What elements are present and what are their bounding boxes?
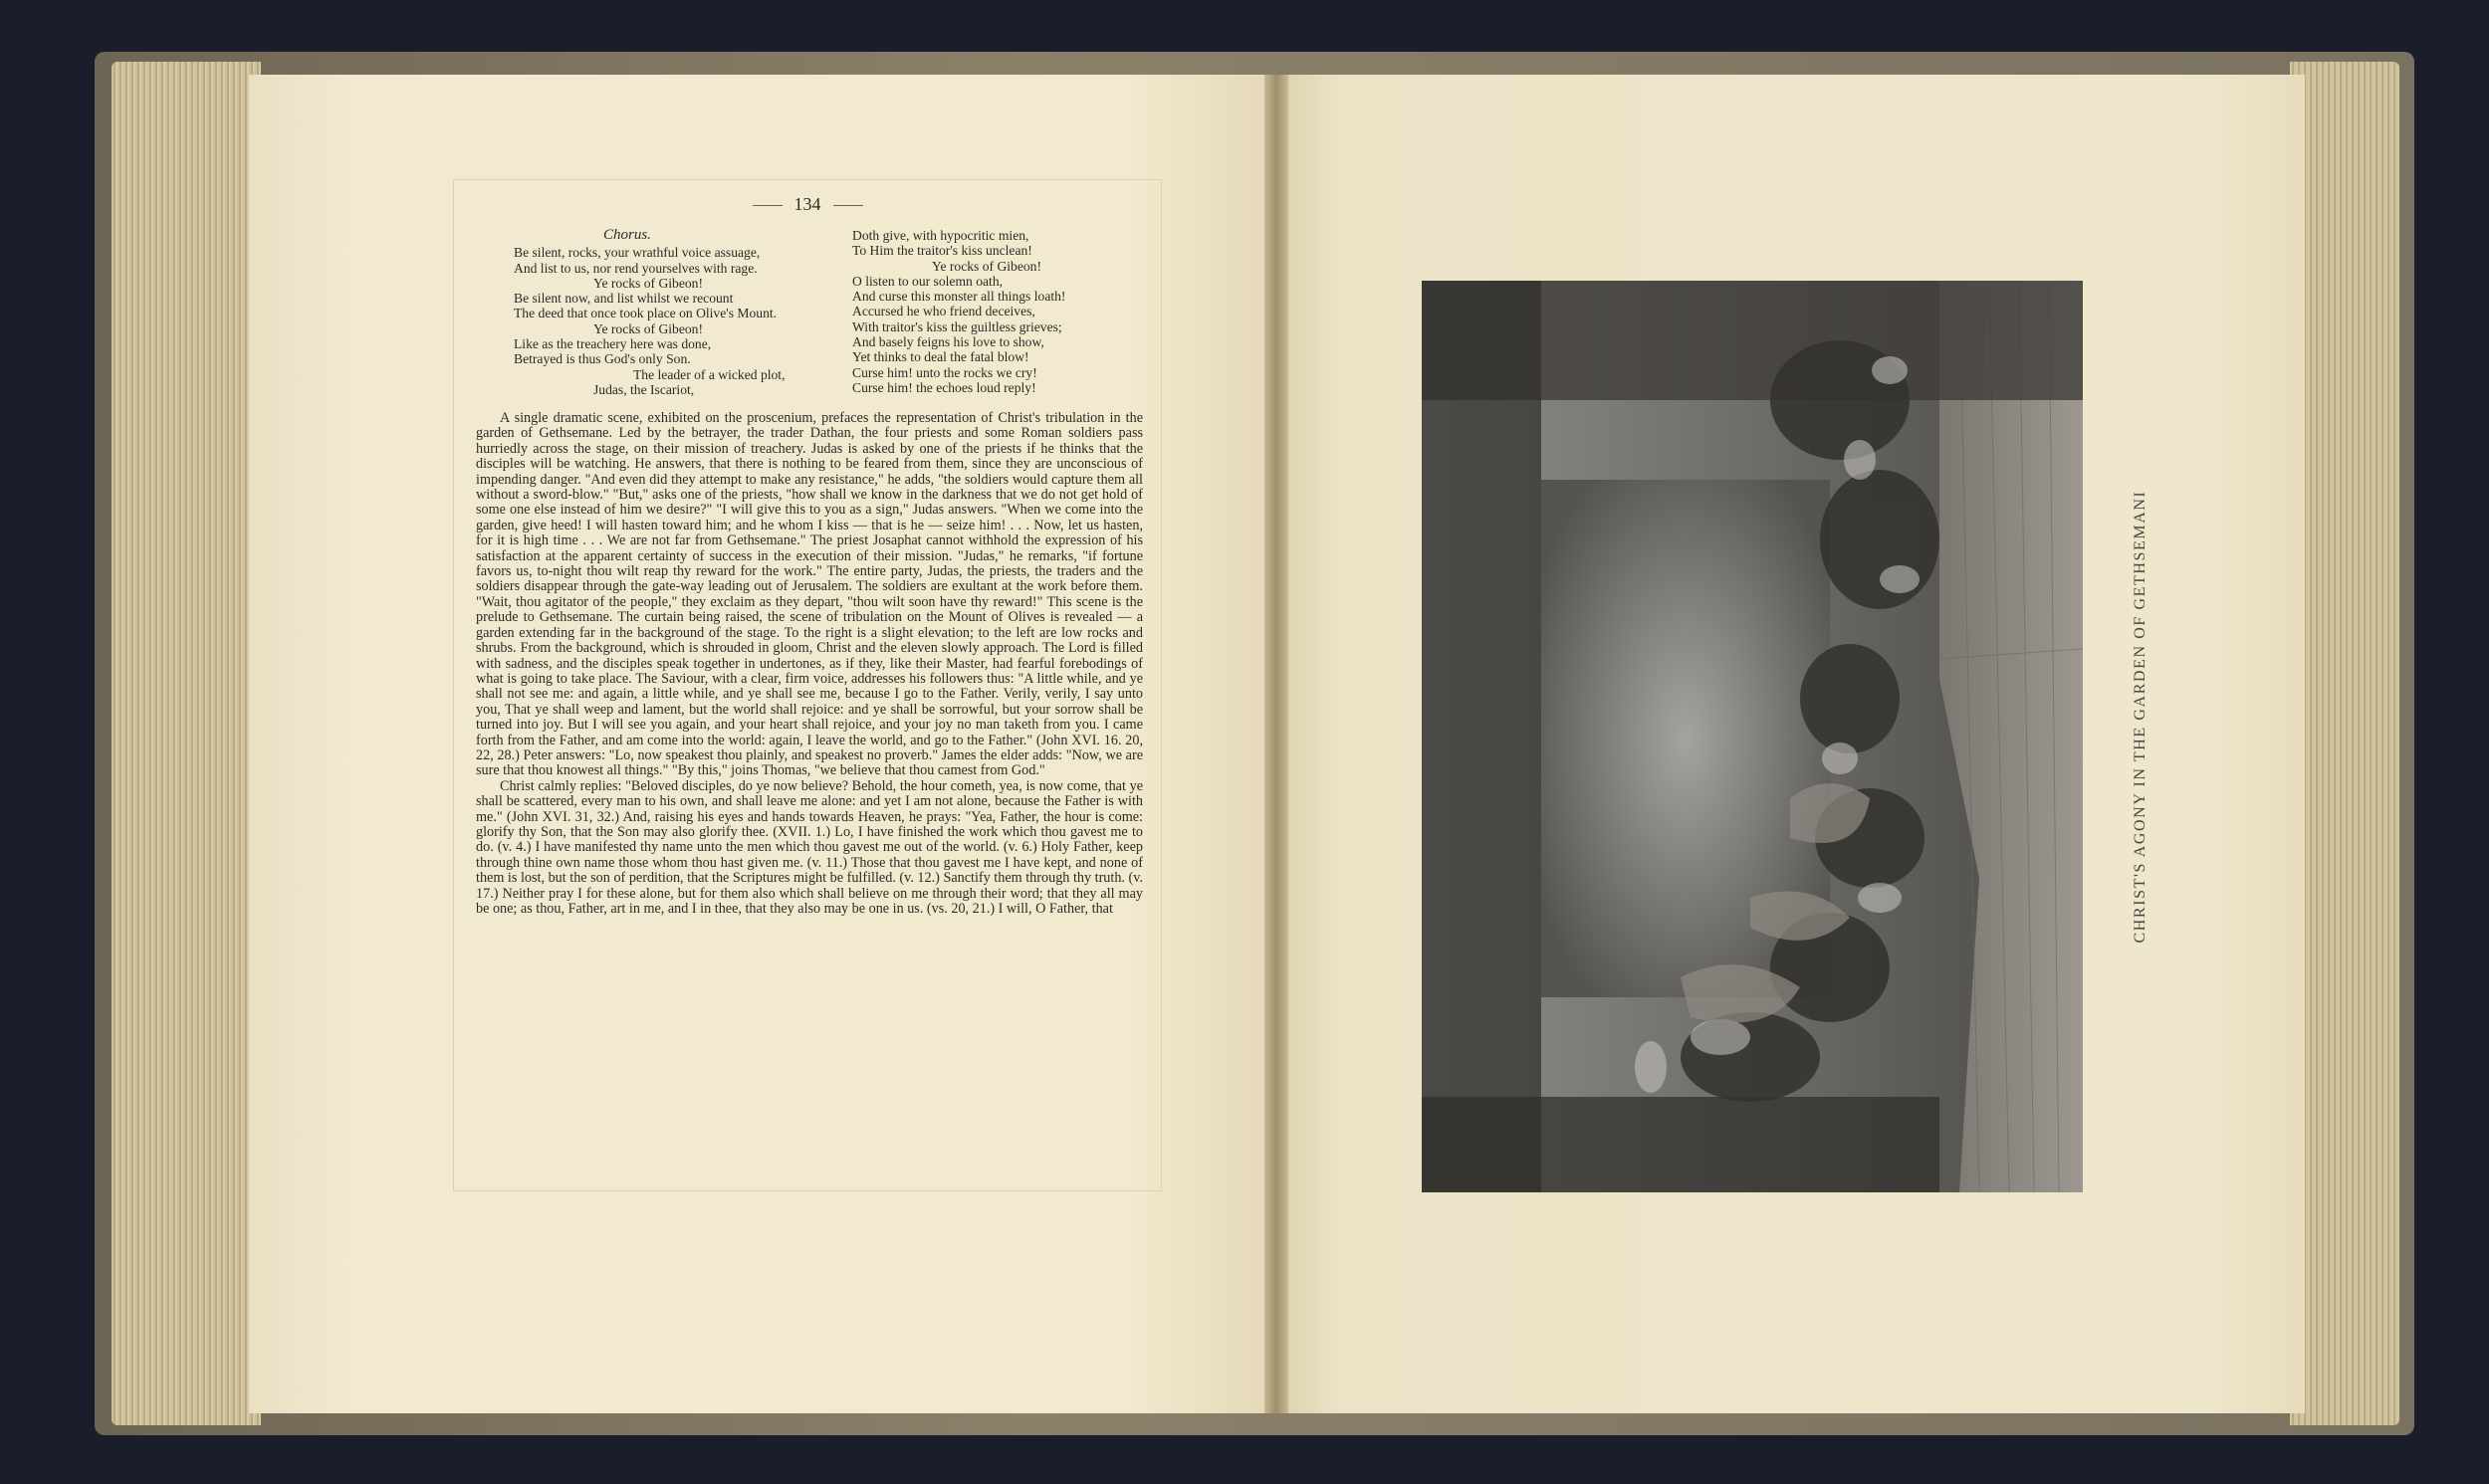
- left-page-edges: [112, 62, 261, 1425]
- poem-line: And curse this monster all things loath!: [852, 289, 1066, 305]
- poem-line: Yet thinks to deal the fatal blow!: [852, 349, 1029, 365]
- poem-line: Betrayed is thus God's only Son.: [514, 351, 691, 367]
- poem-line: Accursed he who friend deceives,: [852, 304, 1035, 319]
- chorus-title: Chorus.: [603, 227, 651, 243]
- poem-line: O listen to our solemn oath,: [852, 273, 1004, 289]
- poem-line: Judas, the Iscariot,: [593, 381, 695, 397]
- gethsemane-photograph: [1422, 281, 2083, 1192]
- poem-line: Curse him! the echoes loud reply!: [852, 379, 1036, 395]
- poem-line: Be silent now, and list whilst we recount: [514, 291, 734, 307]
- page-number: 134: [454, 194, 1161, 215]
- poem-line: And list to us, nor rend yourselves with rage.: [514, 260, 758, 276]
- poem-line: And basely feigns his love to show,: [852, 334, 1044, 350]
- right-page-edges: [2290, 62, 2399, 1425]
- poem-line: Ye rocks of Gibeon!: [593, 275, 703, 291]
- poem-line: To Him the traitor's kiss unclean!: [852, 243, 1032, 259]
- chorus-poem-left: [514, 228, 852, 397]
- poem-line: With traitor's kiss the guiltless grieves;: [852, 318, 1062, 334]
- book-gutter: [1264, 75, 1288, 1413]
- poem-line: Like as the treachery here was done,: [514, 336, 712, 352]
- poem-line: The leader of a wicked plot,: [633, 366, 786, 382]
- text-block: [453, 179, 1162, 1191]
- poem-line: Curse him! unto the rocks we cry!: [852, 364, 1037, 380]
- poem-line: Be silent, rocks, your wrathful voice assuage,: [514, 245, 761, 261]
- poem-line: The deed that once took place on Olive's Mount.: [514, 306, 778, 321]
- photograph-image: [1422, 281, 2083, 1192]
- poem-line: Ye rocks of Gibeon!: [932, 258, 1041, 274]
- paragraph: A single dramatic scene, exhibited on the proscenium, prefaces the representation of Christ's tribulation in the garden of Gethsemane. Led by the betrayer, the trader Dathan, the four priests and some Roman soldiers pass hurriedly across the stage, on their mission of treachery. Judas is asked by one of the priests if he thinks that the disciples will be watching. He answers, that there is nothing to be feared from them, since they are unconscious of impending danger. "And even did they attempt to make any resistance," he adds, "the soldiers would capture them all without a sword-blow." "But," asks one of the priests, "how shall we know in the darkness that we do not get hold of some one else instead of him we desire?" "I will give this to you as a sign," Judas answers. "When we come into the garden, give heed! I will hasten toward him; and he whom I kiss — that is he — seize him! . . . Now, let us hasten, for it is high time . . . We are not far from Gethsemane." The priest Josaphat cannot withhold the expression of his satisfaction at the apparent certainty of success in the execution of their mission. "Judas," he remarks, "if fortune favors us, to-night thou wilt reap thy reward for the work." The entire party, Judas, the priests, the traders and the soldiers disappear through the gate-way leading out of Jerusalem. The soldiers are exultant at the work before them. "Wait, thou agitator of the people," they exclaim as they depart, "thou wilt soon have thy reward!" This scene is the prelude to Gethsemane. The curtain being raised, the scene of tribulation on the Mount of Olives is revealed — a garden extending far in the background of the stage. To the right is a slight elevation; to the left are low rocks and shrubs. From the background, which is shrouded in gloom, Christ and the eleven slowly approach. The Lord is filled with sadness, and the disciples speak together in undertones, as if they, like their Master, had fearful forebodings of what is going to take place. The Saviour, with a clear, firm voice, addresses his followers thus: "A little while, and ye shall not see me: and again, a little while, and ye shall see me, because I go to the Father. Verily, verily, I say unto you, That ye shall weep and lament, but the world shall rejoice: and ye shall be sorrowful, but your sorrow shall be turned into joy. But I will see you again, and your heart shall rejoice, and your joy no man taketh from you. I came forth from the Father, and am come into the world: again, I leave the world, and go to the Father." (John XVI. 16. 20, 22, 28.) Peter answers: "Lo, now speakest thou plainly, and speakest no proverb." James the elder adds: "Now, we are sure that thou knowest all things." "By this," joins Thomas, "we believe that thou camest from God.": [476, 410, 1143, 779]
- poem-line: Doth give, with hypocritic mien,: [852, 228, 1029, 243]
- prose-body: [476, 411, 1143, 917]
- chorus-poem-right: [852, 228, 1151, 395]
- poem-line: Ye rocks of Gibeon!: [593, 320, 703, 336]
- photo-caption: CHRIST'S AGONY IN THE GARDEN OF GETHSEMANI: [2132, 490, 2149, 944]
- paragraph: Christ calmly replies: "Beloved disciples, do ye now believe? Behold, the hour cometh, yea, is now come, that ye shall be scattered, every man to his own, and shall leave me alone: and yet I am not alone, because the Father is with me." (John XVI. 31, 32.) And, raising his eyes and hands towards Heaven, he prays: "Yea, Father, the hour is come: glorify thy Son, that the Son may also glorify thee. (XVII. 1.) Lo, I have finished the work which thou gavest me to do. (v. 4.) I have manifested thy name unto the men which thou gavest me out of the world. (v. 6.) Holy Father, keep through thine own name those whom thou hast given me. (v. 11.) Those that thou gavest me I have kept, and none of them is lost, but the son of perdition, that the Scriptures might be fulfilled. (v. 12.) Sanctify them through thy truth. (v. 17.) Neither pray I for these alone, but for them also which shall believe on me through their word; that they all may be one; as thou, Father, art in me, and I in thee, that they also may be one in us. (vs. 20, 21.) I will, O Father, that: [476, 777, 1143, 917]
